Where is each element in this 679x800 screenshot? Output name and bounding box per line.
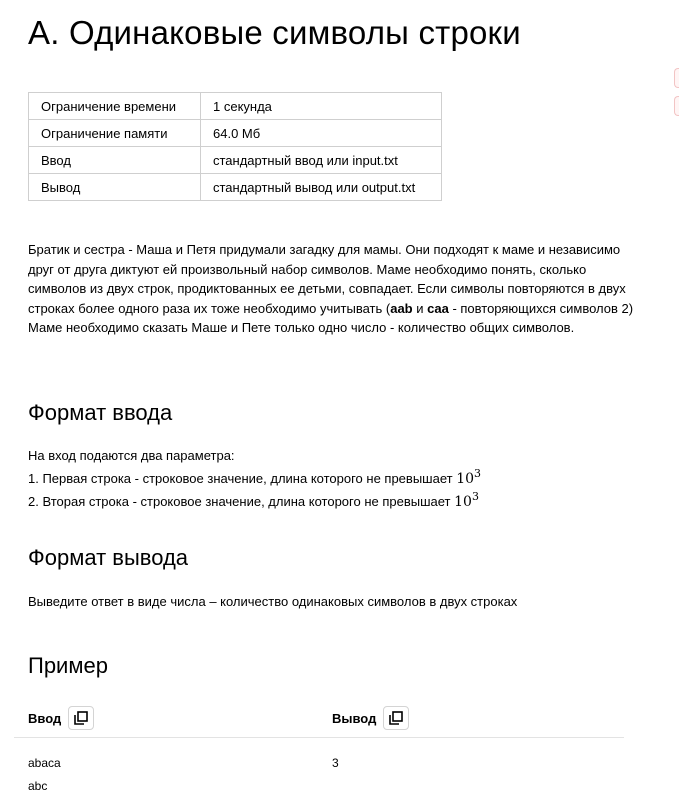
limit-key: Вывод (29, 174, 201, 201)
table-row (29, 93, 442, 120)
input-format-line: 2. Вторая строка - строковое значение, длина которого не превышает $10^3$ (28, 490, 479, 510)
input-format-intro: На вход подаются два параметра: (28, 448, 235, 463)
example-output-label: Вывод (332, 710, 377, 726)
output-format-heading: Формат вывода (28, 545, 189, 570)
side-tab-bottom[interactable] (674, 96, 679, 116)
copy-icon (389, 711, 403, 725)
output-format-text: Выведите ответ в виде числа – количество одинаковых символов в двух строках (28, 594, 518, 609)
example-output-header (332, 706, 409, 730)
limit-formula: $10^3$ (454, 490, 479, 510)
limits-table (28, 92, 442, 201)
example-input-value: abaca abc (28, 756, 61, 793)
input-format-line: 1. Первая строка - строковое значение, длина которого не превышает $10^3$ (28, 467, 482, 487)
table-row (29, 174, 442, 201)
limit-key: Ограничение времени (29, 93, 201, 120)
copy-output-button[interactable] (383, 706, 409, 730)
side-tab-top[interactable] (674, 68, 679, 88)
problem-legend (28, 240, 638, 338)
legend-text: и (412, 300, 428, 316)
limit-key: Ограничение памяти (29, 120, 201, 147)
problem-title: А. Одинаковые символы строки (28, 14, 521, 51)
input-format-heading: Формат ввода (28, 400, 173, 425)
limit-value: стандартный вывод или output.txt (201, 174, 442, 201)
legend-text: - повторяющихся символов 2) Маме необходимо сказать Маше и Пете только одно число - количество общих символов. (28, 300, 634, 335)
limit-formula: $10^3$ (456, 467, 482, 487)
copy-icon (74, 711, 88, 725)
limit-key: Ввод (29, 147, 201, 174)
legend-text: Братик и сестра - Маша и Петя придумали загадку для мамы. Они подходят к маме и независимо друг от друга диктуют ей произвольный набор символов. Маме необходимо понять, сколько символов из двух строк, продиктованных ее детьми, совпадает. Если символы повторяются в двух строках более одного раза их тоже необходимо учитывать ( (28, 242, 626, 316)
example-input-header (28, 706, 94, 730)
legend-example-2: caa (427, 300, 449, 316)
example-output-value: 3 (332, 756, 339, 770)
input-format-text (28, 447, 481, 511)
limit-value: стандартный ввод или input.txt (201, 147, 442, 174)
example-input-label: Ввод (28, 710, 62, 726)
table-row (29, 120, 442, 147)
table-row (29, 147, 442, 174)
limit-value: 1 секунда (201, 93, 442, 120)
limit-value: 64.0 Мб (201, 120, 442, 147)
legend-example-1: aab (390, 300, 413, 316)
copy-input-button[interactable] (68, 706, 94, 730)
example-divider (14, 737, 624, 738)
example-heading: Пример (28, 653, 108, 678)
